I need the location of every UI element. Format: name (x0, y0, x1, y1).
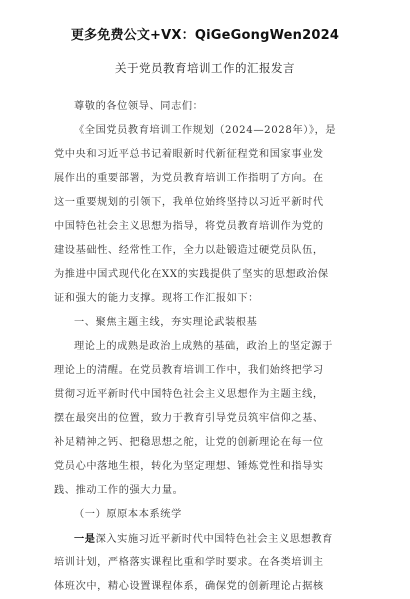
paragraph-line: 摆在最突出的位置，致力于教育引导党员筑牢信仰之基、 (54, 413, 324, 424)
paragraph-line: 《全国党员教育培训工作规划（2024—2028年）》，是 (74, 125, 337, 136)
paragraph-line: 证和强大的能力支撑。现将工作汇报如下： (54, 293, 259, 304)
paragraph-line: 补足精神之钙、把稳思想之舵，让党的创新理论在每一位 (54, 437, 324, 448)
paragraph-line: 这一重要规划的引领下，我单位始终坚持以习近平新时代 (54, 197, 324, 208)
paragraph-line: 中国特色社会主义思想为指导，将党员教育培训作为党的 (54, 221, 324, 232)
paragraph-line: 理论上的成熟是政治上成熟的基础，政治上的坚定源于 (74, 341, 333, 352)
paragraph-text: 深入实施习近平新时代中国特色社会主义思想教育 (95, 534, 333, 545)
paragraph-line: 展作出的重要部署，为党员教育培训工作指明了方向。在 (54, 173, 324, 184)
paragraph-line: 党员心中落地生根，转化为坚定理想、锤炼党性和指导实 (54, 461, 324, 472)
document-body (54, 95, 366, 599)
paragraph-line: 贯彻习近平新时代中国特色社会主义思想作为主题主线， (54, 389, 324, 400)
paragraph-line: 为推进中国式现代化在XX的实践提供了坚实的思想政治保 (54, 269, 329, 280)
document-title: 关于党员教育培训工作的汇报发言 (115, 61, 295, 75)
subsection-heading: （一）原原本本系统学 (74, 509, 182, 520)
paragraph-line: 理论上的清醒。在党员教育培训工作中，我们始终把学习 (54, 365, 324, 376)
paragraph-line: 培训计划，严格落实课程比重和学时要求。在各类培训主 (54, 557, 324, 568)
paragraph-line: 党中央和习近平总书记着眼新时代新征程党和国家事业发 (54, 149, 324, 160)
paragraph-line: 建设基础性、经常性工作，全力以赴锻造过硬党员队伍， (54, 245, 324, 256)
promo-banner: 更多免费公文+VX：QiGeGongWen2024 (70, 28, 340, 43)
salutation: 尊敬的各位领导、同志们： (74, 101, 204, 112)
paragraph-line: 体班次中，精心设置课程体系，确保党的创新理论占据核 (54, 581, 324, 592)
paragraph-line: 践、推动工作的强大力量。 (54, 485, 184, 496)
item-label: 一是 (74, 533, 96, 545)
paragraph-line (54, 527, 366, 551)
section-heading: 一、聚焦主题主线，夯实理论武装根基 (74, 317, 258, 328)
